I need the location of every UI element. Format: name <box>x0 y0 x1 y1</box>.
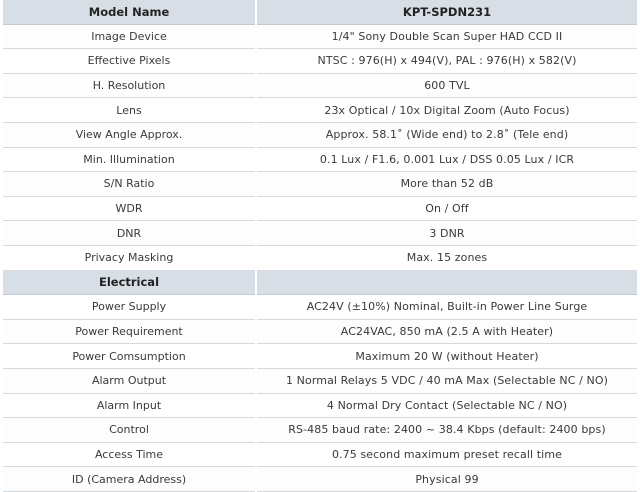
table-row <box>3 172 637 197</box>
spec-value-cell <box>256 196 637 221</box>
table-row <box>3 98 637 123</box>
section-value <box>256 270 637 295</box>
spec-value-cell <box>256 49 637 74</box>
spec-value-cell <box>256 221 637 246</box>
spec-label: Power Supply <box>3 295 256 320</box>
spec-value: RS-485 baud rate: 2400 ~ 38.4 Kbps (default: 2400 bps) <box>288 423 606 437</box>
table-row <box>3 467 637 492</box>
table-row <box>3 368 637 393</box>
spec-label: Control <box>3 418 256 443</box>
spec-label: Min. Illumination <box>3 147 256 172</box>
table-row <box>3 418 637 443</box>
section-header <box>3 0 637 24</box>
spec-value: Approx. 58.1˚ (Wide end) to 2.8˚ (Tele end) <box>325 128 569 142</box>
table-row <box>3 49 637 74</box>
spec-label: Privacy Masking <box>3 245 256 270</box>
spec-value-cell <box>256 393 637 418</box>
spec-label: H. Resolution <box>3 73 256 98</box>
spec-table <box>3 0 637 492</box>
spec-value-cell <box>256 319 637 344</box>
section-header <box>3 270 637 295</box>
spec-value-cell <box>256 344 637 369</box>
spec-value-cell <box>256 73 637 98</box>
spec-label: ID (Camera Address) <box>3 467 256 492</box>
section-title: Model Name <box>3 0 256 24</box>
table-row <box>3 393 637 418</box>
spec-value-cell <box>256 418 637 443</box>
spec-value: NTSC : 976(H) x 494(V), PAL : 976(H) x 582(V) <box>317 54 577 68</box>
spec-value-cell <box>256 295 637 320</box>
spec-value-cell <box>256 368 637 393</box>
spec-value: More than 52 dB <box>400 177 494 191</box>
spec-value: 0.1 Lux / F1.6, 0.001 Lux / DSS 0.05 Lux / ICR <box>319 152 575 166</box>
table-row <box>3 73 637 98</box>
spec-value: 3 DNR <box>429 226 465 240</box>
spec-label: Power Requirement <box>3 319 256 344</box>
spec-label: WDR <box>3 196 256 221</box>
spec-value: AC24V (±10%) Nominal, Built-in Power Line Surge <box>306 300 588 314</box>
spec-value: 600 TVL <box>424 79 470 93</box>
spec-value-cell <box>256 467 637 492</box>
table-row <box>3 344 637 369</box>
spec-value: Physical 99 <box>415 472 479 486</box>
spec-value-cell <box>256 147 637 172</box>
section-value: KPT-SPDN231 <box>256 0 637 24</box>
spec-label: DNR <box>3 221 256 246</box>
spec-value: Maximum 20 W (without Heater) <box>355 349 539 363</box>
spec-table-body <box>3 0 637 491</box>
table-row <box>3 245 637 270</box>
spec-value-cell <box>256 442 637 467</box>
spec-value: 0.75 second maximum preset recall time <box>331 447 563 461</box>
spec-value: Max. 15 zones <box>406 251 488 265</box>
table-row <box>3 122 637 147</box>
spec-value: 1/4" Sony Double Scan Super HAD CCD II <box>331 29 563 43</box>
spec-value-cell <box>256 122 637 147</box>
spec-value-cell <box>256 245 637 270</box>
table-row <box>3 221 637 246</box>
spec-label: View Angle Approx. <box>3 122 256 147</box>
table-row <box>3 196 637 221</box>
table-row <box>3 24 637 49</box>
table-row <box>3 442 637 467</box>
spec-value-cell <box>256 98 637 123</box>
spec-label: Image Device <box>3 24 256 49</box>
spec-label: Access Time <box>3 442 256 467</box>
table-row <box>3 319 637 344</box>
table-row <box>3 295 637 320</box>
spec-label: S/N Ratio <box>3 172 256 197</box>
table-row <box>3 147 637 172</box>
spec-value: AC24VAC, 850 mA (2.5 A with Heater) <box>340 325 554 339</box>
spec-label: Alarm Input <box>3 393 256 418</box>
spec-label: Effective Pixels <box>3 49 256 74</box>
spec-value: On / Off <box>425 202 469 216</box>
spec-value-cell <box>256 172 637 197</box>
spec-value-cell <box>256 24 637 49</box>
spec-value: 4 Normal Dry Contact (Selectable NC / NO) <box>326 398 568 412</box>
spec-value: 23x Optical / 10x Digital Zoom (Auto Focus) <box>324 103 570 117</box>
spec-label: Alarm Output <box>3 368 256 393</box>
spec-value: 1 Normal Relays 5 VDC / 40 mA Max (Selectable NC / NO) <box>285 374 609 388</box>
section-title: Electrical <box>3 270 256 295</box>
spec-label: Lens <box>3 98 256 123</box>
spec-label: Power Comsumption <box>3 344 256 369</box>
